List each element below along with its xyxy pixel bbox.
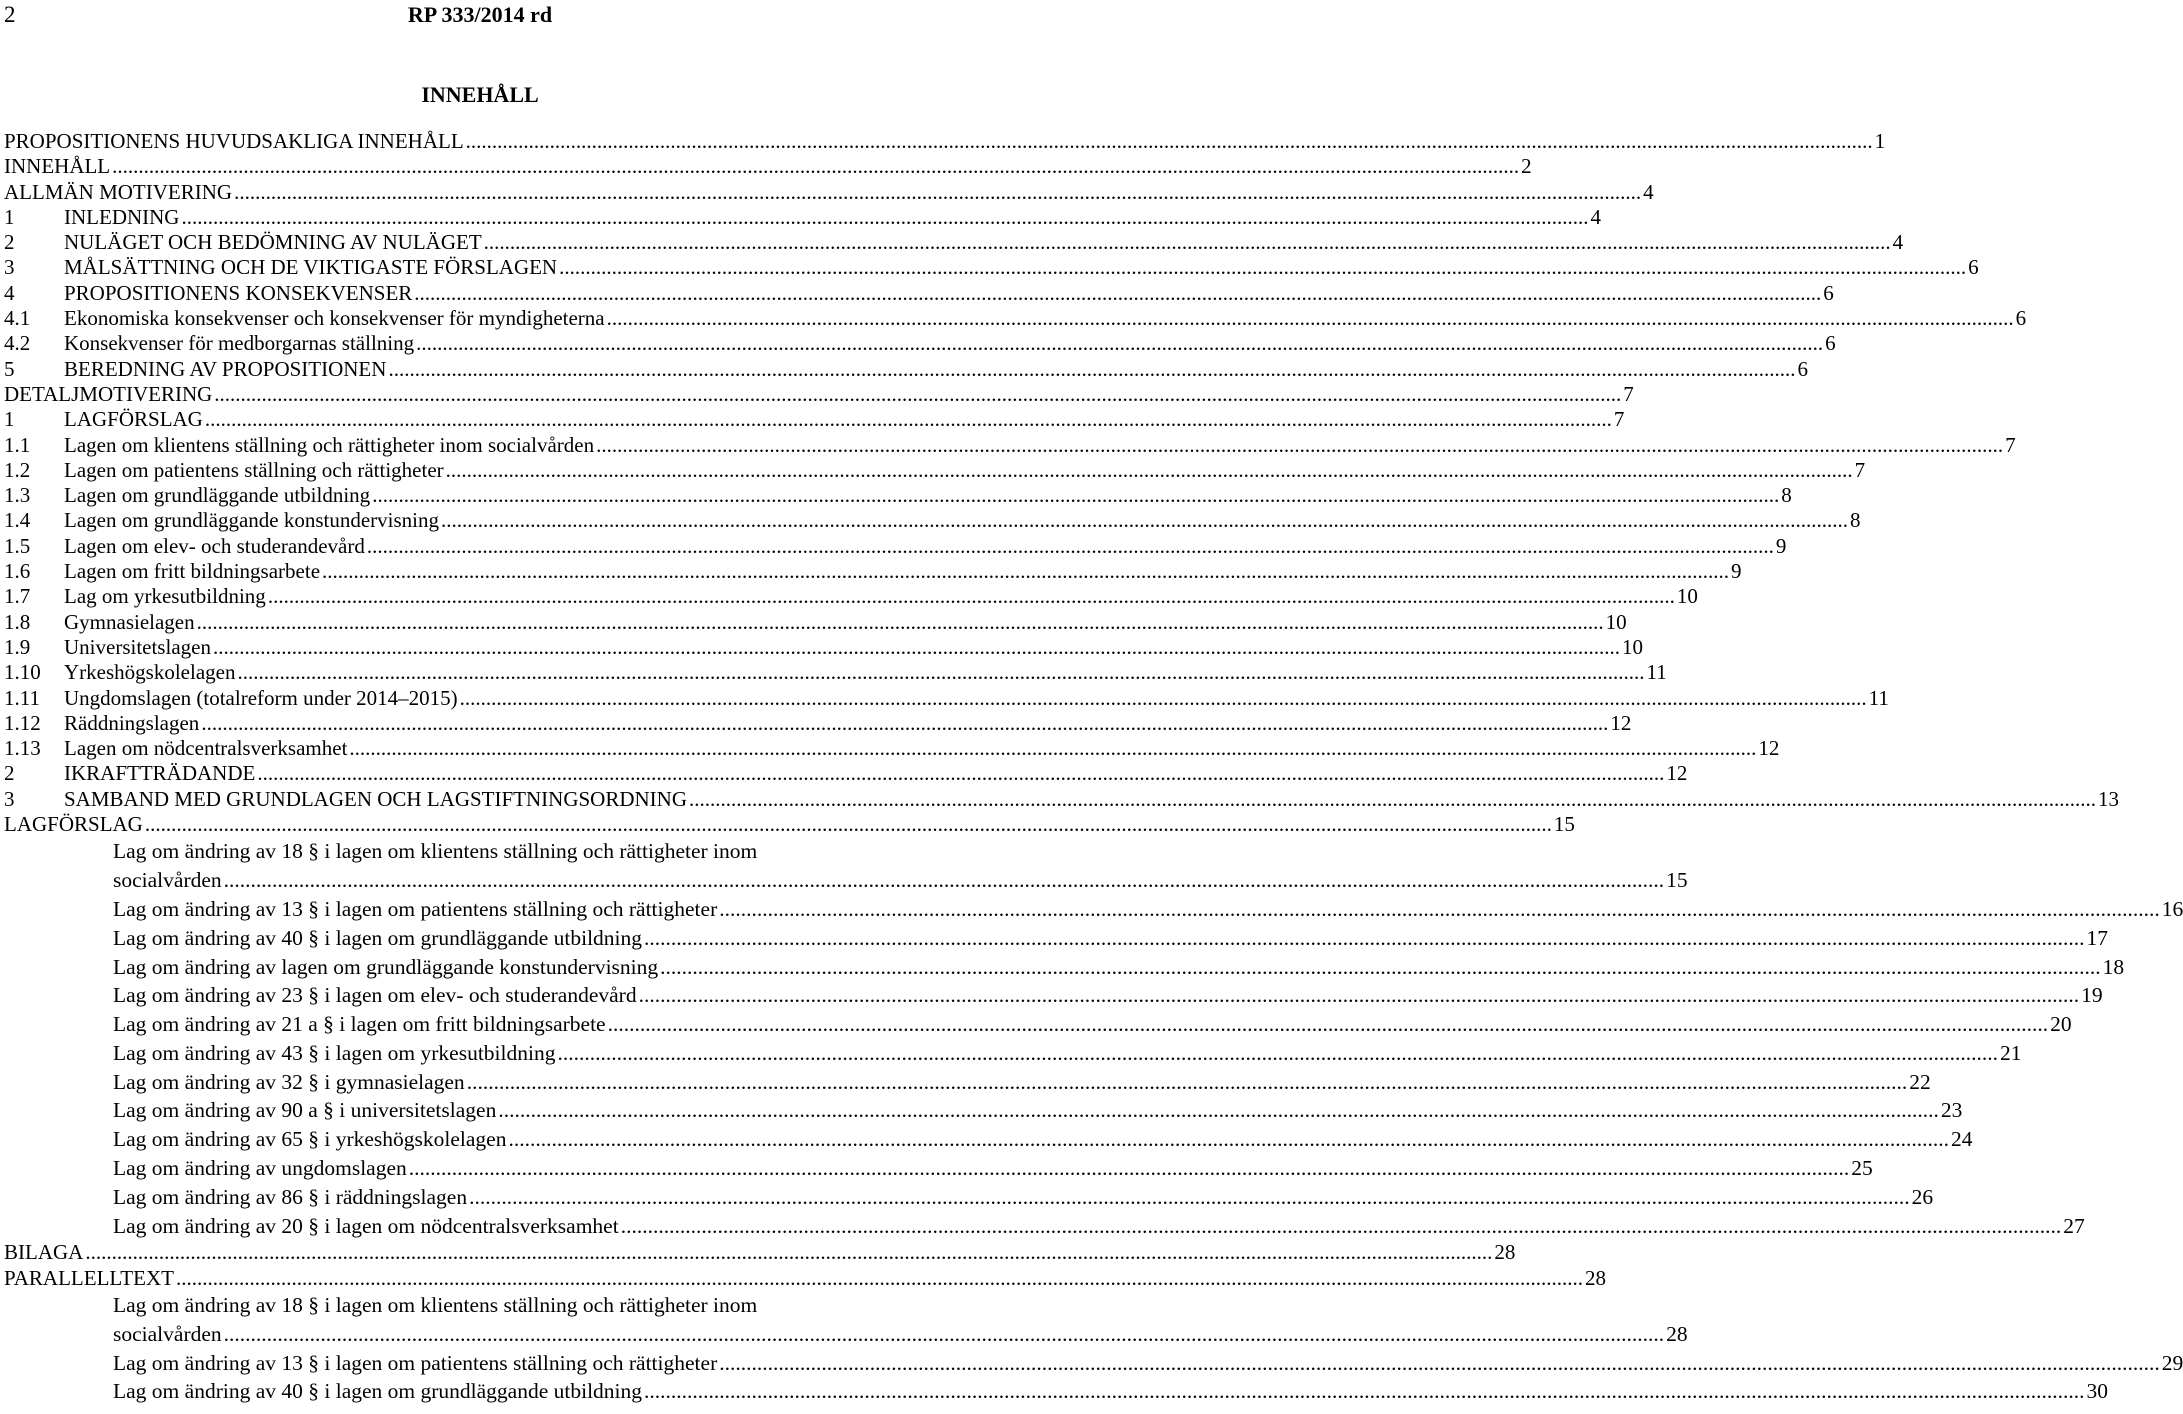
toc-entry-title: Lagen om nödcentralsverksamhet — [64, 736, 348, 761]
dot-leader — [446, 458, 1853, 483]
toc-entry[interactable] — [4, 1240, 1516, 1265]
toc-entry-page: 15 — [1553, 812, 1575, 837]
dot-leader — [234, 180, 1641, 205]
toc-entry[interactable] — [4, 1183, 1934, 1212]
toc-entry-page: 7 — [1854, 457, 1866, 482]
toc-entry-line: Lag om ändring av 18 § i lagen om klientens ställning och rättigheter inom — [113, 1293, 758, 1318]
toc-entry-title: Lagen om klientens ställning och rättigheter inom socialvården — [64, 432, 595, 457]
toc-entry[interactable] — [4, 584, 1698, 609]
toc-entry-page: 1 — [1874, 129, 1886, 153]
dot-leader — [639, 981, 2080, 1009]
dot-leader — [224, 1320, 1665, 1348]
toc-entry[interactable] — [4, 786, 2120, 812]
toc-entry[interactable] — [4, 761, 1688, 786]
toc-entry-number: 3 — [4, 255, 15, 280]
toc-entry-page: 6 — [1968, 255, 1979, 280]
dot-leader — [322, 559, 1729, 584]
toc-entry[interactable] — [4, 1096, 1963, 1125]
toc-entry-title: Lagen om elev- och studerandevård — [64, 533, 365, 558]
toc-entry-title: DETALJMOTIVERING — [4, 381, 213, 406]
dot-leader — [467, 1068, 1908, 1096]
toc-entry[interactable] — [4, 381, 1634, 407]
toc-entry-page: 26 — [1911, 1184, 1934, 1209]
toc-entry-number: 4 — [4, 280, 15, 305]
toc-entry[interactable] — [4, 154, 1532, 179]
toc-entry[interactable] — [4, 179, 1654, 205]
toc-entry-page: 9 — [1731, 559, 1742, 584]
toc-entry-page: 6 — [1797, 356, 1808, 381]
toc-entry-page: 18 — [2102, 954, 2125, 979]
toc-entry-title: Ungdomslagen (totalreform under 2014–2015) — [64, 685, 458, 710]
toc-entry-title: Konsekvenser för medborgarnas ställning — [64, 331, 415, 356]
toc-entry-number: 5 — [4, 356, 15, 381]
toc-entry-number: 1 — [4, 204, 15, 229]
toc-entry-number: 1.8 — [4, 609, 31, 634]
toc-entry-title: Lag om ändring av 43 § i lagen om yrkesutbildning — [113, 1040, 556, 1065]
dot-leader — [460, 686, 1867, 711]
toc-entry-page: 28 — [1584, 1265, 1606, 1290]
dot-leader — [349, 736, 1756, 761]
toc-entry-page: 15 — [1666, 868, 1688, 893]
toc-entry-title: Universitetslagen — [64, 634, 211, 659]
toc-entry-title: Lag om ändring av 13 § i lagen om patientens ställning och rättigheter — [113, 896, 718, 921]
toc-entry[interactable] — [4, 1068, 1931, 1097]
toc-entry-page: 6 — [1823, 280, 1834, 305]
toc-entry-page: 13 — [2098, 786, 2120, 811]
toc-entry-title: BILAGA — [4, 1240, 84, 1265]
toc-entry-page: 2 — [1521, 154, 1532, 179]
toc-entry-page: 22 — [1909, 1069, 1931, 1094]
toc-entry[interactable] — [4, 812, 1575, 837]
dot-leader — [181, 205, 1588, 230]
toc-entry-page: 10 — [1676, 584, 1698, 609]
toc-entry-title: Lagen om grundläggande utbildning — [64, 483, 371, 508]
toc-entry-title: Lag om ändring av 13 § i lagen om patientens ställning och rättigheter — [113, 1350, 718, 1375]
dot-leader — [85, 1240, 1492, 1265]
toc-entry-page: 11 — [1646, 660, 1667, 685]
toc-entry[interactable] — [4, 685, 1889, 711]
dot-leader — [607, 306, 2014, 331]
toc-entry-number: 1.11 — [4, 685, 40, 710]
dot-leader — [719, 1349, 2160, 1377]
toc-entry-page: 9 — [1775, 533, 1787, 558]
toc-entry-page: 6 — [1825, 331, 1836, 356]
toc-entry-title: Lag om ändring av 90 a § i universitetslagen — [113, 1098, 497, 1123]
dot-leader — [719, 895, 2160, 923]
toc-entry-title: Gymnasielagen — [64, 609, 195, 634]
dot-leader — [608, 1010, 2049, 1038]
toc-entry-page: 20 — [2050, 1012, 2072, 1037]
dot-leader — [416, 331, 1823, 356]
toc-entry-page: 10 — [1605, 609, 1627, 634]
toc-entry-title: MÅLSÄTTNING OCH DE VIKTIGASTE FÖRSLAGEN — [64, 255, 558, 280]
toc-entry-title: Lag om ändring av lagen om grundläggande konstundervisning — [113, 954, 659, 979]
toc-entry[interactable] — [4, 981, 2103, 1010]
toc-entry[interactable] — [4, 660, 1667, 685]
toc-entry[interactable] — [4, 559, 1742, 584]
toc-entry-number: 4.1 — [4, 306, 31, 331]
toc-entry[interactable] — [4, 1212, 2085, 1241]
toc-entry-number: 1 — [4, 407, 15, 432]
toc-entry-page: 11 — [1868, 685, 1889, 710]
toc-entry-number: 1.9 — [4, 634, 31, 659]
dot-leader — [112, 154, 1519, 179]
toc-entry-page: 4 — [1590, 204, 1601, 229]
toc-entry-page: 24 — [1950, 1127, 1973, 1152]
toc-entry-title: Lag om ändring av 20 § i lagen om nödcentralsverksamhet — [113, 1213, 619, 1238]
toc-entry-number: 3 — [4, 786, 15, 811]
toc-entry-title: Yrkeshögskolelagen — [64, 660, 236, 685]
toc-entry[interactable] — [4, 1010, 2072, 1039]
dot-leader — [257, 761, 1664, 786]
toc-entry-page: 4 — [1643, 179, 1654, 204]
toc-entry-title: Lag om ändring av 21 a § i lagen om fritt bildningsarbete — [113, 1012, 606, 1037]
toc-entry-title: Lagen om grundläggande konstundervisning — [64, 508, 440, 533]
toc-entry-page: 8 — [1781, 483, 1792, 508]
dot-leader — [224, 866, 1665, 894]
toc-entry[interactable] — [4, 230, 1904, 255]
dot-leader — [409, 1154, 1850, 1182]
dot-leader — [441, 508, 1848, 533]
dot-leader — [466, 129, 1873, 154]
dot-leader — [201, 711, 1608, 736]
toc-entry-number: 2 — [4, 761, 15, 786]
toc-entry-page: 7 — [1613, 407, 1625, 432]
toc-entry[interactable] — [4, 1377, 2109, 1406]
toc-entry-title: SAMBAND MED GRUNDLAGEN OCH LAGSTIFTNINGSORDNING — [64, 786, 688, 811]
toc-entry-number: 4.2 — [4, 331, 31, 356]
toc-entry-title: Lag om ändring av 65 § i yrkeshögskolelagen — [113, 1127, 507, 1152]
dot-leader — [660, 953, 2101, 981]
dot-leader — [621, 1212, 2062, 1240]
dot-leader — [367, 534, 1774, 559]
toc-entry-page: 17 — [2086, 925, 2109, 950]
toc-entry-title: Lagen om fritt bildningsarbete — [64, 559, 321, 584]
toc-entry-number: 1.2 — [4, 457, 31, 482]
toc-entry[interactable] — [4, 710, 1632, 736]
toc-entry-title: Lag om yrkesutbildning — [64, 584, 266, 609]
toc-entry-title: Lag om ändring av 23 § i lagen om elev- och studerandevård — [113, 983, 637, 1008]
toc-entry-page: 21 — [1999, 1040, 2022, 1065]
dot-leader — [508, 1125, 1949, 1153]
toc-entry[interactable] — [4, 255, 1979, 280]
toc-entry-number: 2 — [4, 230, 15, 255]
toc-entry-page: 23 — [1940, 1098, 1963, 1123]
toc-entry-title: Lag om ändring av 86 § i räddningslagen — [113, 1184, 468, 1209]
toc-entry[interactable] — [4, 953, 2125, 982]
dot-leader — [596, 433, 2003, 458]
toc-entry-page: 16 — [2161, 896, 2183, 921]
running-head: RP 333/2014 rd — [407, 2, 553, 27]
dot-leader — [213, 635, 1620, 660]
toc-entry[interactable] — [4, 1349, 2183, 1378]
dot-leader — [469, 1183, 1910, 1211]
toc-entry-page: 25 — [1851, 1156, 1873, 1181]
dot-leader — [268, 584, 1675, 609]
toc-entry[interactable] — [4, 204, 1601, 230]
dot-leader — [205, 407, 1612, 432]
toc-entry[interactable] — [4, 736, 1780, 761]
toc-entry-page: 4 — [1892, 230, 1904, 255]
toc-entry-page: 12 — [1758, 736, 1780, 761]
dot-leader — [559, 255, 1966, 280]
toc-entry-title: PROPOSITIONENS KONSEKVENSER — [64, 280, 413, 305]
toc-entry[interactable] — [4, 483, 1792, 508]
toc-entry[interactable] — [4, 129, 1886, 154]
toc-entry-line: Lag om ändring av 18 § i lagen om klientens ställning och rättigheter inom — [113, 839, 758, 864]
toc-entry-title: INNEHÅLL — [4, 154, 111, 179]
toc-title: INNEHÅLL — [421, 82, 539, 107]
dot-leader — [388, 357, 1795, 382]
toc-entry-page: 29 — [2161, 1350, 2183, 1375]
dot-leader — [484, 230, 1891, 255]
toc-entry[interactable] — [4, 280, 1834, 306]
dot-leader — [557, 1039, 1998, 1067]
toc-entry-title: ALLMÄN MOTIVERING — [4, 179, 233, 204]
dot-leader — [372, 483, 1779, 508]
toc-entry-number: 1.12 — [4, 710, 41, 735]
toc-entry[interactable] — [4, 356, 1808, 382]
toc-entry-page: 28 — [1494, 1240, 1516, 1265]
toc-entry-title: socialvården — [113, 1321, 222, 1346]
toc-entry[interactable] — [4, 609, 1627, 635]
dot-leader — [214, 382, 1621, 407]
dot-leader — [689, 787, 2096, 812]
toc-entry[interactable] — [4, 1154, 1873, 1183]
dot-leader — [644, 1377, 2085, 1405]
toc-entry[interactable] — [4, 1125, 1973, 1154]
toc-entry-number: 1.4 — [4, 508, 31, 533]
toc-entry-page: 8 — [1850, 508, 1861, 533]
toc-entry-title: socialvården — [113, 868, 222, 893]
toc-entry-number: 1.1 — [4, 432, 31, 457]
toc-entry[interactable] — [4, 924, 2109, 953]
dot-leader — [237, 660, 1644, 685]
table-of-contents — [4, 129, 2183, 1406]
dot-leader — [644, 924, 2085, 952]
toc-entry-number: 1.10 — [4, 660, 41, 685]
dot-leader — [197, 610, 1604, 635]
toc-entry-page: 7 — [2005, 432, 2016, 457]
toc-entry-page: 6 — [2015, 306, 2027, 331]
toc-entry-title: Lag om ändring av 32 § i gymnasielagen — [113, 1069, 465, 1094]
toc-entry[interactable] — [4, 866, 1688, 895]
toc-entry-number: 1.3 — [4, 483, 31, 508]
toc-entry[interactable] — [4, 508, 1861, 533]
dot-leader — [176, 1266, 1583, 1291]
toc-entry[interactable] — [4, 1039, 2022, 1068]
toc-entry-number: 1.13 — [4, 736, 41, 761]
toc-entry-title: Lag om ändring av 40 § i lagen om grundläggande utbildning — [113, 1379, 643, 1404]
toc-entry-title: Ekonomiska konsekvenser och konsekvenser för myndigheterna — [64, 306, 605, 331]
toc-entry-title: Lag om ändring av ungdomslagen — [113, 1156, 407, 1181]
toc-entry-title: PROPOSITIONENS HUVUDSAKLIGA INNEHÅLL — [4, 129, 464, 153]
dot-leader — [414, 281, 1821, 306]
toc-entry-page: 30 — [2086, 1379, 2109, 1404]
toc-entry[interactable] — [4, 331, 1836, 356]
toc-entry-page: 12 — [1610, 710, 1632, 735]
toc-entry-page: 7 — [1623, 381, 1634, 406]
toc-entry-title: IKRAFTTRÄDANDE — [64, 761, 256, 786]
toc-entry-page: 10 — [1621, 634, 1643, 659]
toc-entry[interactable] — [4, 432, 2016, 458]
toc-entry-page: 12 — [1666, 761, 1688, 786]
toc-entry[interactable] — [4, 407, 1625, 432]
toc-entry-page: 27 — [2063, 1213, 2085, 1238]
toc-entry-title: Räddningslagen — [64, 710, 200, 735]
toc-entry-page: 19 — [2081, 983, 2103, 1008]
toc-entry-title: LAGFÖRSLAG — [64, 407, 203, 432]
toc-entry-number: 1.6 — [4, 559, 31, 584]
toc-entry-title: BEREDNING AV PROPOSITIONEN — [64, 356, 387, 381]
toc-entry[interactable] — [4, 306, 2027, 331]
toc-entry[interactable] — [4, 457, 1866, 483]
toc-entry-title: PARALLELLTEXT — [4, 1265, 174, 1290]
page-number: 2 — [4, 2, 16, 27]
toc-entry-title: NULÄGET OCH BEDÖMNING AV NULÄGET — [64, 230, 482, 255]
toc-entry-title: Lagen om patientens ställning och rättigheter — [64, 457, 444, 482]
dot-leader — [498, 1096, 1939, 1124]
toc-entry-number: 1.5 — [4, 533, 31, 558]
toc-entry-title: INLEDNING — [64, 204, 180, 229]
toc-entry[interactable] — [4, 895, 2183, 924]
toc-entry[interactable] — [4, 533, 1787, 559]
toc-entry[interactable] — [4, 1320, 1688, 1349]
toc-entry[interactable] — [4, 1265, 1606, 1291]
toc-entry-number: 1.7 — [4, 584, 31, 609]
toc-entry-page: 28 — [1666, 1321, 1688, 1346]
toc-entry-title: LAGFÖRSLAG — [4, 812, 143, 837]
toc-entry-title: Lag om ändring av 40 § i lagen om grundläggande utbildning — [113, 925, 643, 950]
toc-entry[interactable] — [4, 634, 1643, 660]
dot-leader — [145, 812, 1552, 837]
